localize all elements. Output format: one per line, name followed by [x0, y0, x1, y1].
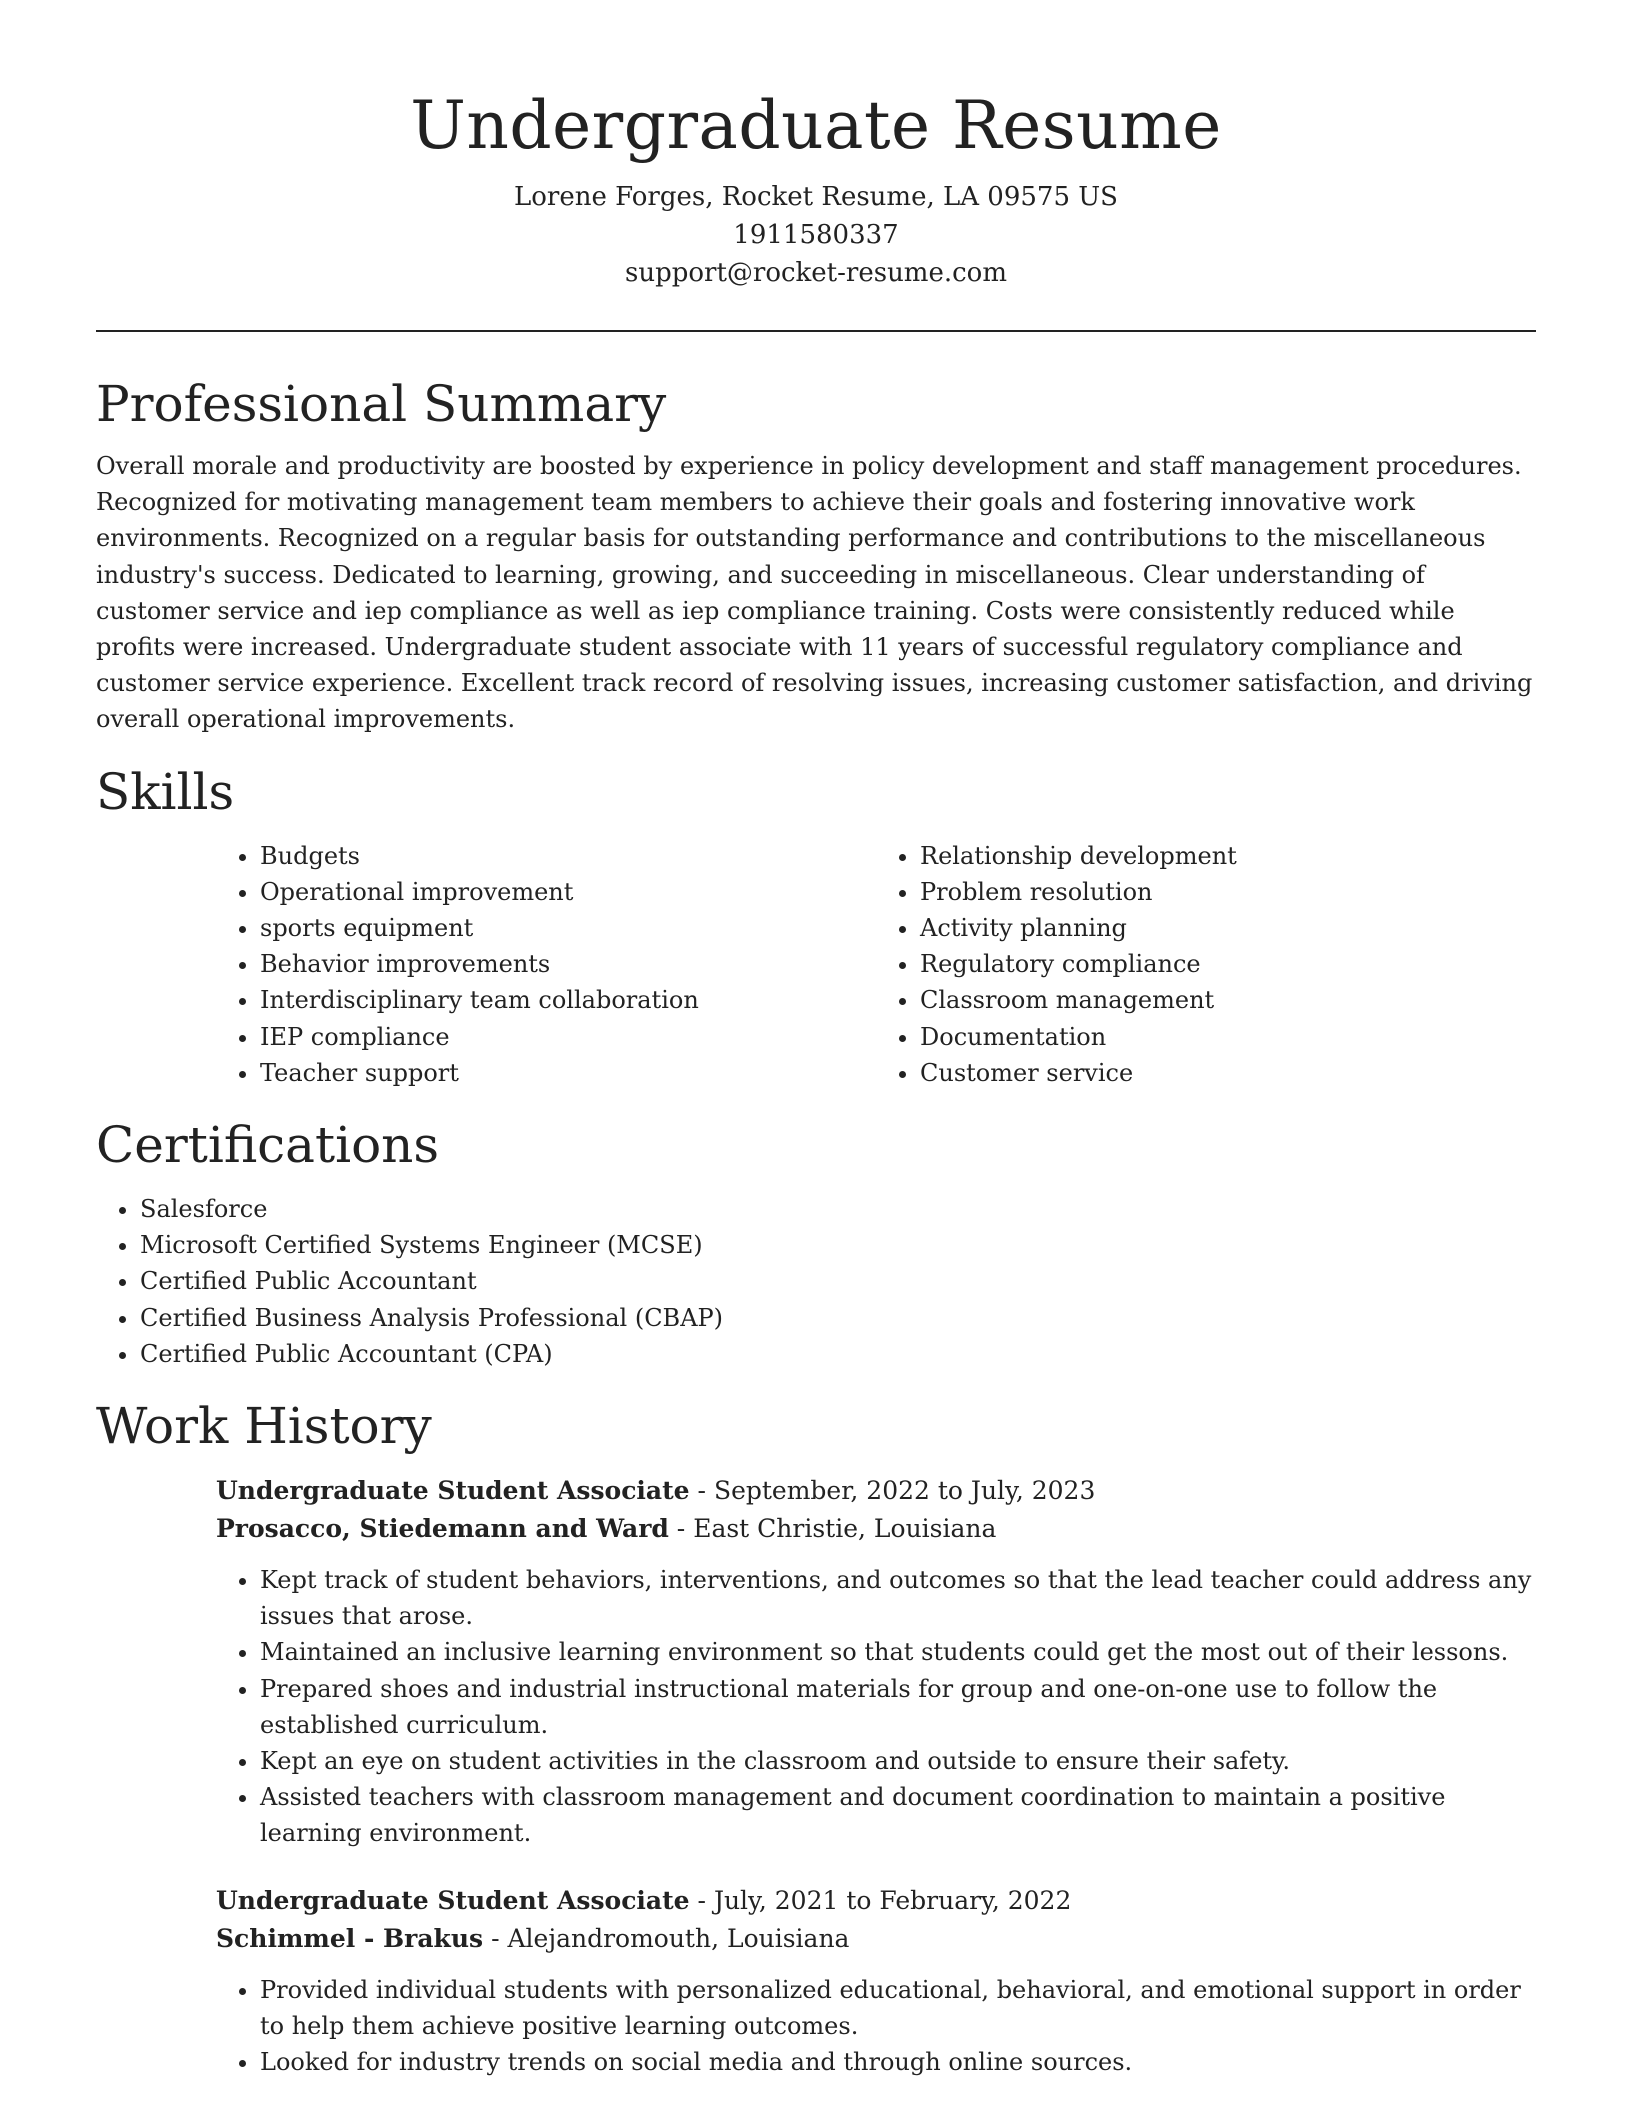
skills-heading: Skills [96, 762, 235, 821]
separator: - [689, 1476, 714, 1506]
header-divider [96, 330, 1536, 332]
resume-title: Undergraduate Resume [410, 87, 1222, 164]
job-title-line [216, 1882, 1536, 1920]
job-location: Alejandromouth, Louisiana [507, 1923, 850, 1953]
job-company: Prosacco, Stiedemann and Ward [216, 1514, 669, 1544]
job-company-line [216, 1920, 1536, 1958]
list-item: • Assisted teachers with classroom management and document coordination to maintain a positive learning environment. [260, 1779, 1536, 1851]
skills-list-right [876, 838, 1536, 1091]
list-item: • Certified Public Accountant [140, 1263, 1536, 1299]
certifications-section [96, 1113, 1536, 1372]
job-title: Undergraduate Student Associate [216, 1476, 690, 1506]
contact-email: support@rocket-resume.com [624, 258, 1007, 288]
certifications-list [96, 1191, 1536, 1372]
work-history-heading: Work History [96, 1397, 432, 1456]
contact-phone: 1911580337 [733, 220, 899, 250]
job-location: East Christie, Louisiana [693, 1514, 997, 1544]
list-item: • Problem resolution [920, 874, 1536, 910]
list-item: • Certified Business Analysis Professional (CBAP) [140, 1300, 1536, 1336]
list-item: • sports equipment [260, 910, 876, 946]
list-item: • Regulatory compliance [920, 946, 1536, 982]
list-item: • Relationship development [920, 838, 1536, 874]
list-item: • Certified Public Accountant (CPA) [140, 1336, 1536, 1372]
job-dates: July, 2021 to February, 2022 [713, 1885, 1072, 1915]
job-dates: September, 2022 to July, 2023 [713, 1476, 1096, 1506]
summary-heading: Professional Summary [96, 375, 667, 433]
job-title-line [216, 1472, 1536, 1510]
job-bullets [216, 1972, 1536, 2081]
contact-address: Lorene Forges, Rocket Resume, LA 09575 US [513, 182, 1118, 212]
separator: - [668, 1514, 694, 1544]
list-item: • Documentation [920, 1019, 1536, 1055]
contact-block [96, 178, 1536, 292]
list-item: • Teacher support [260, 1055, 876, 1091]
list-item: • Looked for industry trends on social media and through online sources. [260, 2044, 1536, 2080]
list-item: • IEP compliance [260, 1019, 876, 1055]
certifications-heading: Certifications [96, 1116, 440, 1175]
list-item: • Kept an eye on student activities in the classroom and outside to ensure their safety. [260, 1743, 1536, 1779]
separator: - [689, 1885, 714, 1915]
list-item: • Activity planning [920, 910, 1536, 946]
job-entry [216, 1472, 1536, 1852]
list-item: • Prepared shoes and industrial instructional materials for group and one-on-one use to follow the established curriculum. [260, 1671, 1536, 1743]
separator: - [483, 1923, 508, 1953]
list-item: • Microsoft Certified Systems Engineer (MCSE) [140, 1227, 1536, 1263]
job-company-line [216, 1510, 1536, 1548]
list-item: • Classroom management [920, 982, 1536, 1018]
job-title: Undergraduate Student Associate [216, 1885, 690, 1915]
list-item: • Behavior improvements [260, 946, 876, 982]
list-item: • Interdisciplinary team collaboration [260, 982, 876, 1018]
skills-grid [216, 838, 1536, 1091]
job-company: Schimmel - Brakus [216, 1923, 484, 1953]
skills-section [96, 760, 1536, 1091]
list-item: • Salesforce [140, 1191, 1536, 1227]
list-item: • Budgets [260, 838, 876, 874]
resume-header [96, 0, 1536, 292]
list-item: • Provided individual students with personalized educational, behavioral, and emotional support in order to help them achieve positive learning outcomes. [260, 1972, 1536, 2044]
list-item: • Kept track of student behaviors, interventions, and outcomes so that the lead teacher could address any issues that arose. [260, 1562, 1536, 1634]
job-bullets [216, 1562, 1536, 1852]
list-item: • Maintained an inclusive learning environment so that students could get the most out of their lessons. [260, 1634, 1536, 1670]
work-history-section [96, 1394, 1536, 2080]
job-entry [216, 1882, 1536, 2081]
skills-list-left [216, 838, 876, 1091]
list-item: • Customer service [920, 1055, 1536, 1091]
summary-section [96, 372, 1536, 738]
summary-text: Overall morale and productivity are boosted by experience in policy development and staff management procedures. Recognized for motivating management team members to achieve their goals and fostering innovative work environments. Recognized on a regular basis for outstanding performance and contributions to the miscellaneous industry's success. Dedicated to learning, growing, and succeeding in miscellaneous. Clear understanding of customer service and iep compliance as well as iep compliance training. Costs were consistently reduced while profits were increased. Undergraduate student associate with 11 years of successful regulatory compliance and customer service experience. Excellent track record of resolving issues, increasing customer satisfaction, and driving overall operational improvements. [96, 452, 1533, 734]
list-item: • Operational improvement [260, 874, 876, 910]
resume-page [96, 0, 1536, 2080]
